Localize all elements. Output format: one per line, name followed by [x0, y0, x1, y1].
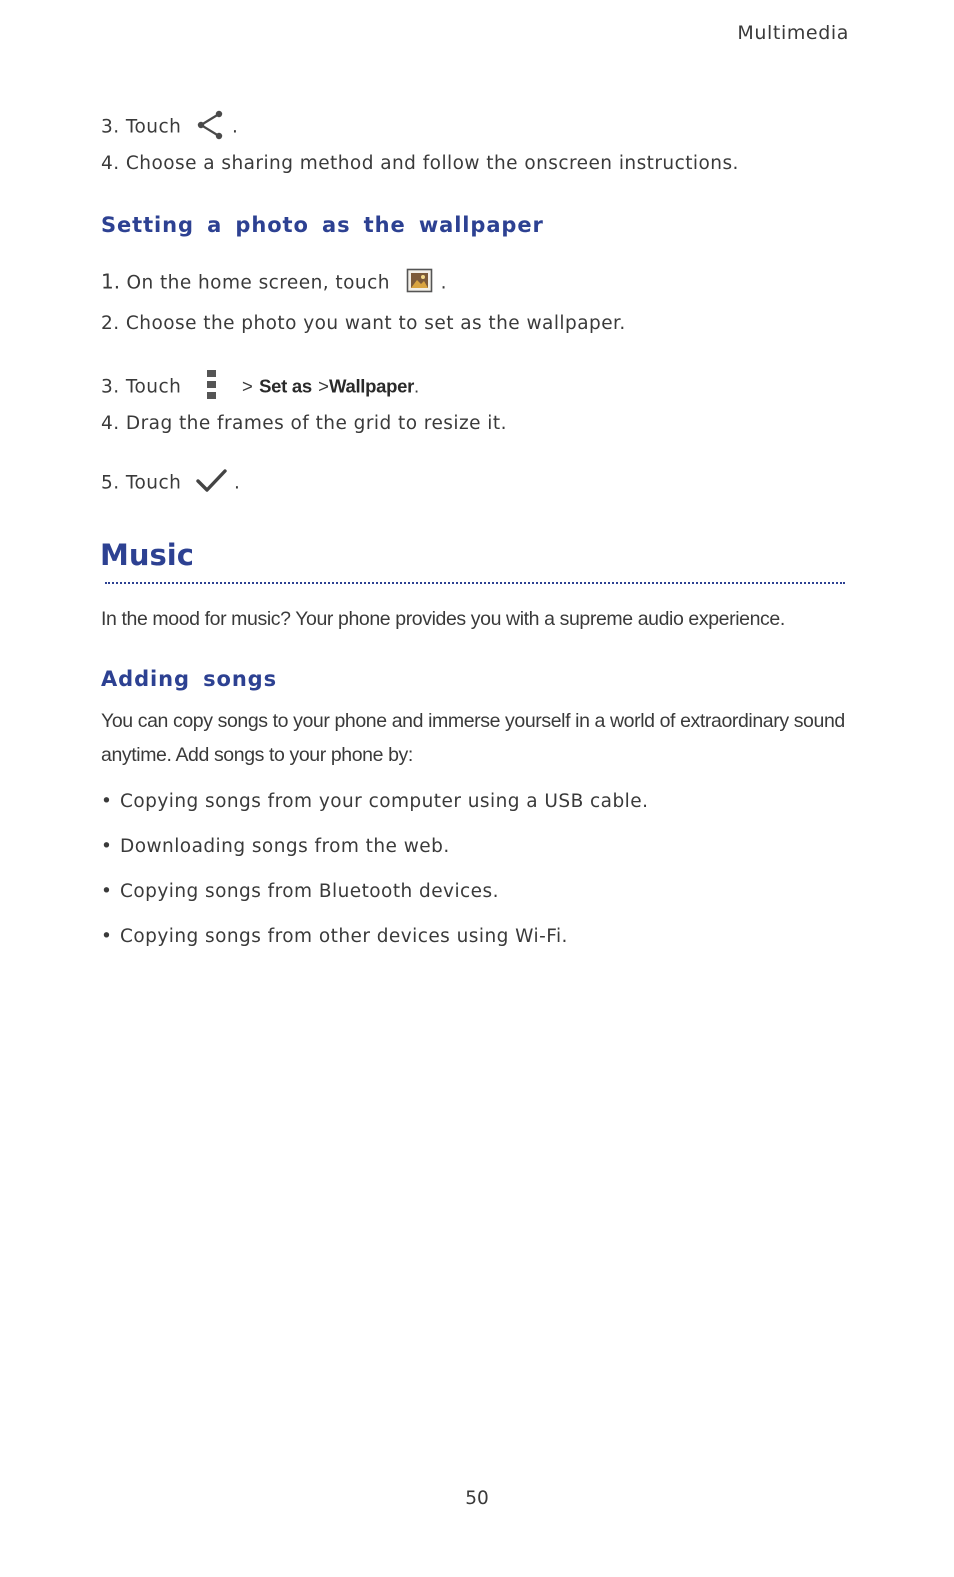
bullet-icon: •: [101, 791, 113, 812]
running-header: Multimedia: [737, 22, 849, 44]
adding-songs-paragraph-line-1: You can copy songs to your phone and immerse yourself in a world of extraordinary sound: [101, 710, 845, 732]
list-item-text: Copying songs from other devices using Wi-Fi.: [120, 926, 568, 947]
step-period: .: [231, 116, 239, 138]
step-number: 4.: [101, 413, 120, 434]
step-period: .: [440, 272, 447, 294]
menu-separator: >: [241, 375, 253, 397]
menu-separator: >: [318, 375, 329, 397]
step-number: 3.: [101, 376, 120, 398]
list-item-text: Copying songs from Bluetooth devices.: [120, 881, 499, 902]
page-number: 50: [465, 1488, 489, 1509]
wallpaper-heading: Setting a photo as the wallpaper: [101, 213, 544, 237]
menu-option-set-as: Set as: [259, 375, 312, 397]
share-step-3: [101, 109, 238, 146]
more-menu-icon: [206, 369, 218, 406]
adding-songs-paragraph-line-2: anytime. Add songs to your phone by:: [101, 744, 413, 766]
gallery-icon: [406, 268, 434, 299]
share-step-4: [101, 155, 739, 174]
section-divider: [105, 582, 845, 584]
wallpaper-step-4: [101, 415, 507, 434]
wallpaper-step-2: [101, 315, 626, 334]
step-number: 5.: [101, 472, 120, 494]
list-item: [101, 791, 648, 812]
list-item-text: Copying songs from your computer using a USB cable.: [120, 791, 649, 812]
bullet-icon: •: [101, 881, 113, 902]
bullet-icon: •: [101, 836, 113, 857]
wallpaper-step-1: [101, 268, 447, 299]
step-number: 3.: [101, 116, 120, 138]
list-item: [101, 881, 499, 902]
list-item: [101, 926, 568, 947]
list-item: [101, 836, 450, 857]
step-number: 2.: [101, 313, 120, 334]
music-intro: In the mood for music? Your phone provides you with a supreme audio experience.: [101, 608, 785, 630]
step-number: 4.: [101, 153, 120, 174]
step-text: Touch: [125, 472, 182, 494]
bullet-icon: •: [101, 926, 113, 947]
step-text: Touch: [125, 116, 182, 138]
adding-songs-heading: Adding songs: [101, 667, 278, 691]
step-text: Touch: [125, 376, 182, 398]
share-icon: [196, 109, 226, 146]
step-text: Drag the frames of the grid to resize it.: [125, 413, 507, 434]
wallpaper-step-5: [101, 468, 240, 499]
step-period: .: [233, 472, 241, 494]
step-period: .: [414, 375, 420, 397]
music-heading: Music: [100, 538, 194, 572]
step-number: 1.: [101, 269, 121, 294]
step-text: Choose the photo you want to set as the wallpaper.: [125, 313, 626, 334]
menu-option-wallpaper: Wallpaper: [328, 375, 415, 397]
checkmark-icon: [196, 468, 228, 499]
step-text: On the home screen, touch: [126, 272, 390, 294]
wallpaper-step-3: [101, 369, 419, 406]
step-text: Choose a sharing method and follow the onscreen instructions.: [125, 153, 739, 174]
list-item-text: Downloading songs from the web.: [120, 836, 450, 857]
